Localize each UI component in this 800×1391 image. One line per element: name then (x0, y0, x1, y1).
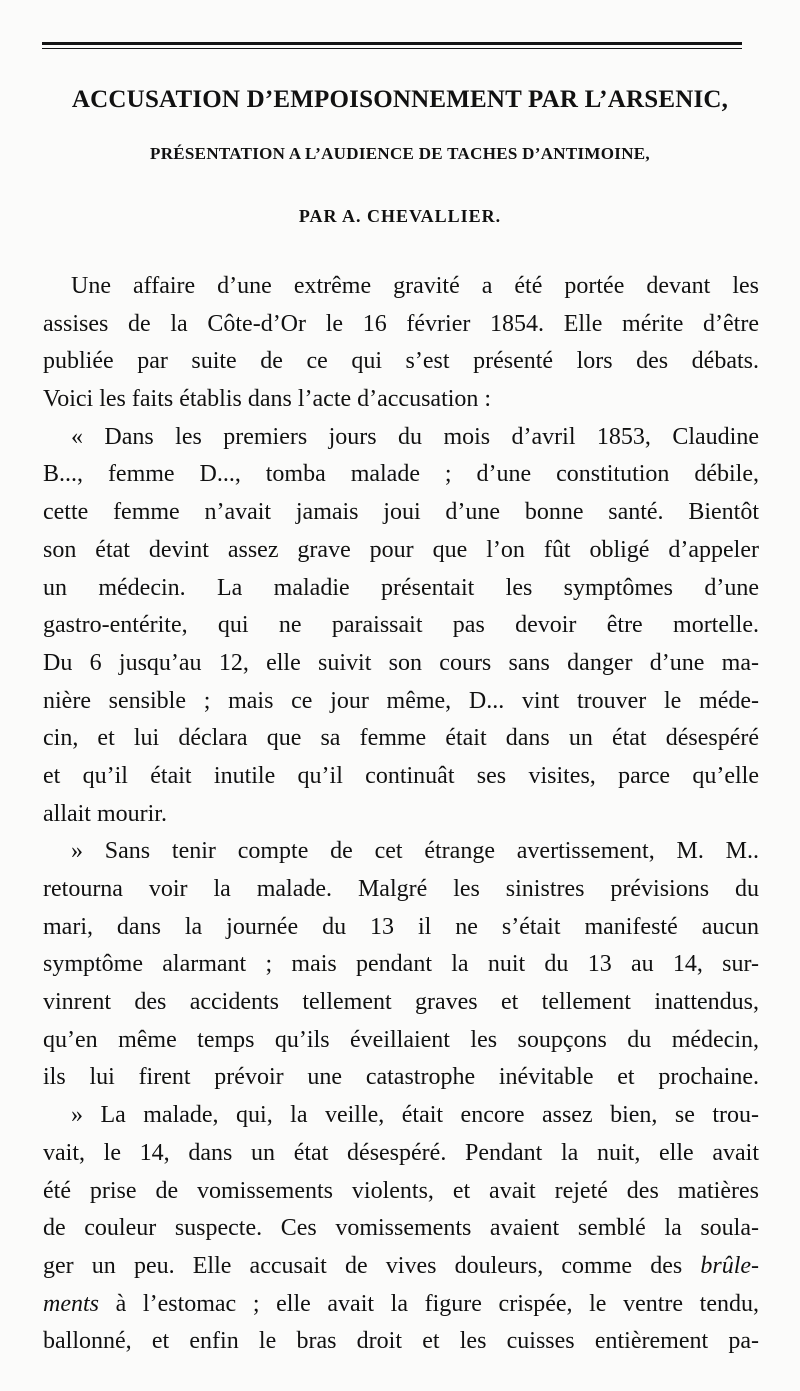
text-line: gastro-entérite, qui ne paraissait pas devoir être mortelle. (43, 612, 759, 639)
header-rule-thin (42, 48, 742, 49)
text-line: symptôme alarmant ; mais pendant la nuit du 13 au 14, sur- (43, 951, 759, 978)
text-line: Une affaire d’une extrême gravité a été portée devant les (71, 273, 759, 299)
text-line: B..., femme D..., tomba malade ; d’une constitution débile, (43, 461, 759, 488)
text-line: Voici les faits établis dans l’acte d’accusation : (43, 386, 492, 413)
text-line: « Dans les premiers jours du mois d’avril 1853, Claudine (71, 423, 759, 450)
text-line: Du 6 jusqu’au 12, elle suivit son cours sans danger d’une ma- (43, 649, 759, 676)
text-line: » La malade, qui, la veille, était encore assez bien, se trou- (71, 1102, 759, 1129)
text-line: allait mourir. (43, 800, 167, 827)
text-line: vait, le 14, dans un état désespéré. Pendant la nuit, elle avait (43, 1139, 759, 1166)
header-rule-thick (42, 42, 742, 45)
italic-word: brûle- (700, 1252, 760, 1279)
text-line: nière sensible ; mais ce jour même, D... vint trouver le méde- (43, 687, 759, 714)
text-line: mari, dans la journée du 13 il ne s’était manifesté aucun (43, 913, 759, 940)
text-segment: ger un peu. Elle accusait de vives douleurs, comme des (43, 1252, 683, 1279)
text-line: de couleur suspecte. Ces vomissements avaient semblé la soula- (43, 1215, 759, 1242)
article-title: ACCUSATION D’EMPOISONNEMENT PAR L’ARSENIC, (71, 86, 729, 113)
article-author: PAR A. CHEVALLIER. (298, 206, 502, 226)
article-body (43, 268, 759, 1361)
text-line-with-italic (43, 1286, 759, 1324)
text-line: cette femme n’avait jamais joui d’une bonne santé. Bientôt (43, 499, 759, 526)
text-line: assises de la Côte-d’Or le 16 février 1854. Elle mérite d’être (43, 310, 759, 337)
text-line-with-italic (43, 1248, 759, 1286)
text-line: vinrent des accidents tellement graves et tellement inattendus, (43, 989, 759, 1016)
text-line: publiée par suite de ce qui s’est présenté lors des débats. (43, 348, 759, 375)
article-subtitle: PRÉSENTATION A L’AUDIENCE DE TACHES D’ANTIMOINE, (150, 144, 650, 163)
text-line: cin, et lui déclara que sa femme était dans un état désespéré (43, 725, 759, 752)
italic-word: ments (43, 1290, 99, 1317)
text-line: été prise de vomissements violents, et avait rejeté des matières (43, 1177, 759, 1204)
text-segment: à l’estomac ; elle avait la figure crispée, le ventre tendu, (115, 1290, 760, 1317)
text-line: ils lui firent prévoir une catastrophe inévitable et prochaine. (43, 1064, 759, 1091)
text-line: ballonné, et enfin le bras droit et les cuisses entièrement pa- (43, 1328, 759, 1355)
text-line: et qu’il était inutile qu’il continuât ses visites, parce qu’elle (43, 762, 759, 789)
text-line: un médecin. La maladie présentait les symptômes d’une (43, 574, 759, 601)
text-line: qu’en même temps qu’ils éveillaient les soupçons du médecin, (43, 1026, 759, 1053)
text-line: retourna voir la malade. Malgré les sinistres prévisions du (43, 876, 759, 902)
text-line: son état devint assez grave pour que l’on fût obligé d’appeler (43, 536, 759, 563)
text-line: » Sans tenir compte de cet étrange avertissement, M. M.. (71, 838, 759, 865)
